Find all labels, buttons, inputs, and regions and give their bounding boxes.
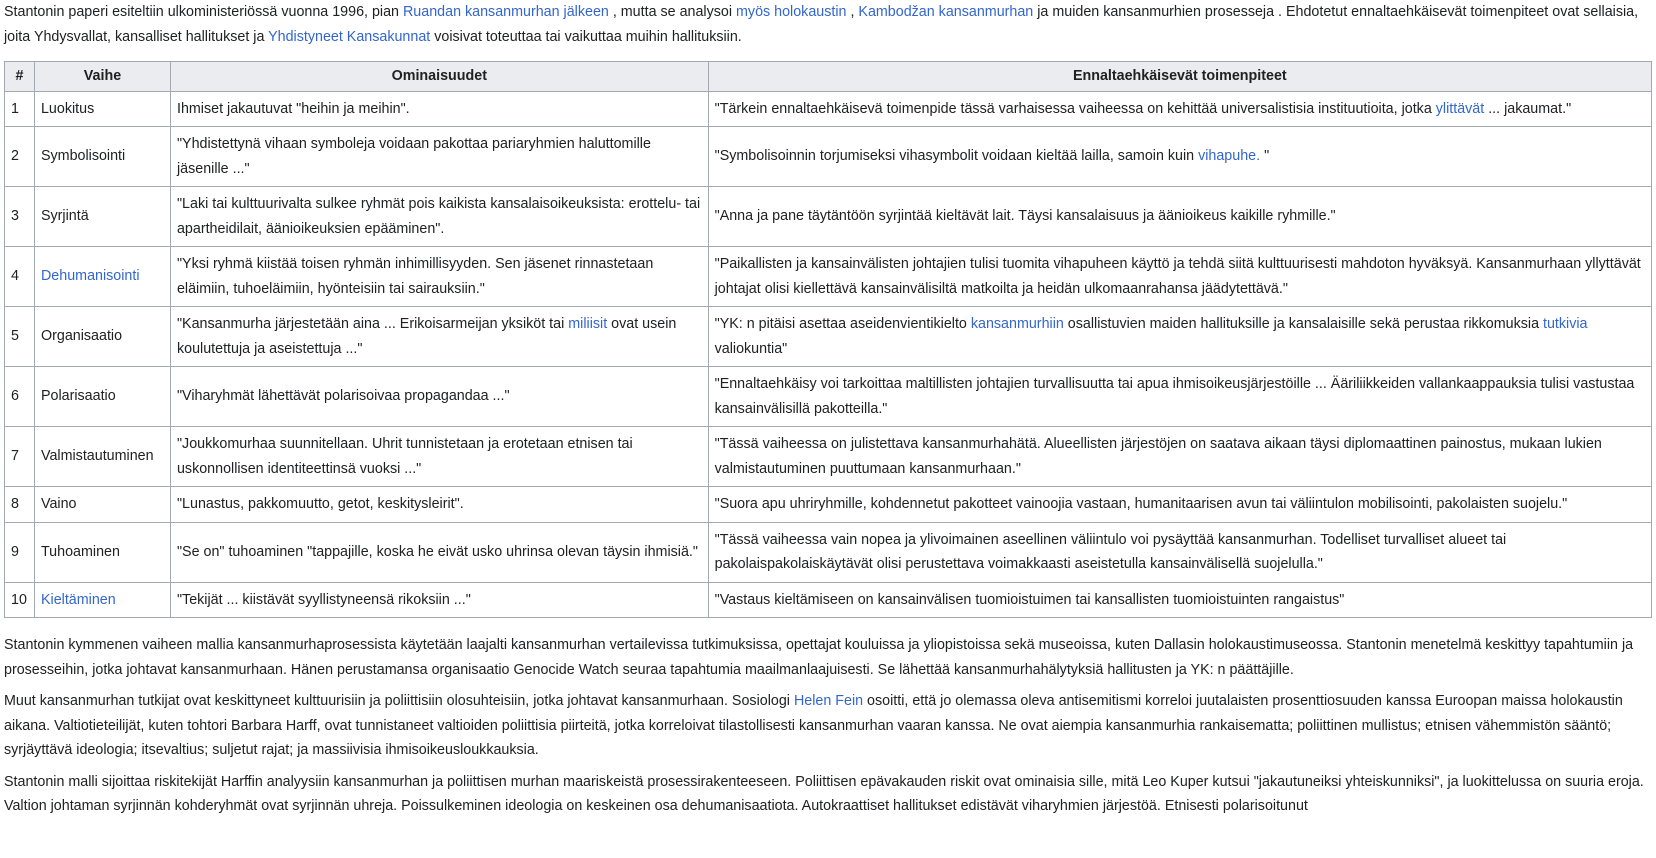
header-characteristics: Ominaisuudet: [170, 62, 708, 92]
row-number: 3: [5, 187, 35, 247]
body-paragraph-1: Stantonin kymmenen vaiheen mallia kansanmurhaprosessista käytetään laajalti kansanmurhan vertailevissa tutkimuksissa, opettajat kouluissa ja yliopistoissa sekä museoissa, kuten Dallasin holokaustimuseossa. Stantonin menetelmä keskittyy tapahtumiin ja prosesseihin, jotka johtavat kansanmurhaan. Hänen perustamansa organisaatio Genocide Watch seuraa tapahtumia maailmanlaajuisesti. Se lähettää kansanmurhahälytyksiä hallitusten ja YK: n päättäjille.: [4, 637, 1634, 678]
row-stage: Vaino: [34, 487, 170, 523]
table-row: [5, 427, 1652, 487]
row-prevention: "Suora apu uhriryhmille, kohdennetut pakotteet vainoojia vastaan, humanitaarisen avun tai väliintulon mobilisointi, pakolaisten suojelu.": [708, 487, 1651, 523]
row-prevention: "Anna ja pane täytäntöön syrjintää kieltävät lait. Täysi kansalaisuus ja äänioikeus kaikille ryhmille.": [708, 187, 1651, 247]
row-number: 7: [5, 427, 35, 487]
link-genocides[interactable]: kansanmurhiin: [970, 316, 1064, 332]
body-paragraph-2: [4, 689, 1652, 763]
row-characteristics: [170, 307, 708, 367]
link-militias[interactable]: miliisit: [568, 316, 608, 332]
row-stage: Luokitus: [34, 91, 170, 127]
row-number: 9: [5, 522, 35, 582]
row-stage: [34, 582, 170, 618]
row-number: 8: [5, 487, 35, 523]
row-stage: Valmistautuminen: [34, 427, 170, 487]
table-row: [5, 187, 1652, 247]
body-paragraph-3: Stantonin malli sijoittaa riskitekijät Harffin analyysiin kansanmurhan ja poliittisen murhan maariskeistä prosessirakenteeseen. Poliittisen epävakauden riskit ovat ominaisia sille, mitä Leo Kuper kutsui "jakautuneiksi yhteiskunniksi", ja luokittelussa on suuria eroja. Valtion johtaman syrjinnän kohderyhmät ovat syrjinnän uhreja. Poissulkeminen ideologia on keskeinen osa dehumanisaatiota. Autokraattiset hallitukset edistävät viharyhmien järjestöä. Etnisesti polarisoitunut: [4, 773, 1644, 814]
link-united-nations[interactable]: Yhdistyneet Kansakunnat: [268, 28, 431, 45]
table-row: [5, 487, 1652, 523]
row-prevention: [708, 91, 1651, 127]
link-helen-fein[interactable]: Helen Fein: [793, 693, 864, 709]
table-row: [5, 522, 1652, 582]
row-stage: Symbolisointi: [34, 127, 170, 187]
link-denial[interactable]: Kieltäminen: [40, 591, 116, 608]
row-stage: Organisaatio: [34, 307, 170, 367]
table-row: [5, 247, 1652, 307]
row-characteristics: "Joukkomurhaa suunnitellaan. Uhrit tunnistetaan ja erotetaan etnisen tai uskonnollisen identiteettinsä vuoksi ...": [170, 427, 708, 487]
prevention-text: "YK: n pitäisi asettaa aseidenvientikielto: [714, 316, 971, 332]
row-prevention: "Vastaus kieltämiseen on kansainvälisen tuomioistuimen tai kansallisten tuomioistuinten rangaistus": [708, 582, 1651, 618]
link-transcend[interactable]: ylittävät: [1435, 100, 1485, 117]
row-characteristics: "Yhdistettynä vihaan symboleja voidaan pakottaa pariaryhmien haluttomille jäsenille ...": [170, 127, 708, 187]
row-number: 10: [5, 582, 35, 618]
prevention-text: osallistuvien maiden hallituksille ja kansalaisille sekä perustaa rikkomuksia: [1063, 316, 1543, 332]
header-stage: Vaihe: [34, 62, 170, 92]
header-prevention: Ennaltaehkäisevät toimenpiteet: [708, 62, 1651, 92]
prevention-text: ": [1260, 148, 1270, 165]
row-stage: [34, 247, 170, 307]
prevention-text: "Symbolisoinnin torjumiseksi vihasymbolit voidaan kieltää lailla, samoin kuin: [714, 148, 1199, 165]
table-row: [5, 582, 1652, 618]
intro-paragraph: [4, 0, 1652, 49]
row-characteristics: Ihmiset jakautuvat "heihin ja meihin".: [170, 91, 708, 127]
link-cambodian-genocide[interactable]: Kambodžan kansanmurhan: [858, 4, 1034, 20]
link-investigating[interactable]: tutkivia: [1543, 316, 1588, 332]
row-characteristics: "Se on" tuhoaminen "tappajille, koska he eivät usko uhrinsa olevan täysin ihmisiä.": [170, 522, 708, 582]
row-number: 1: [5, 91, 35, 127]
row-prevention: [708, 307, 1651, 367]
genocide-stages-table: [4, 61, 1652, 618]
prevention-text: valiokuntia": [714, 340, 788, 357]
characteristics-text: ovat usein koulutettuja ja aseistettuja ...": [176, 316, 677, 357]
characteristics-text: "Kansanmurha järjestetään aina ... Erikoisarmeijan yksiköt tai: [176, 316, 569, 332]
prevention-text: "Tärkein ennaltaehkäisevä toimenpide tässä varhaisessa vaiheessa on kehittää universalistisia instituutioita, jotka: [714, 100, 1436, 117]
table-row: [5, 307, 1652, 367]
intro-text: voisivat toteuttaa tai vaikuttaa muihin hallituksiin.: [430, 28, 742, 45]
row-characteristics: "Tekijät ... kiistävät syyllistyneensä rikoksiin ...": [170, 582, 708, 618]
row-stage: Polarisaatio: [34, 367, 170, 427]
link-rwanda-genocide[interactable]: Ruandan kansanmurhan jälkeen: [402, 4, 609, 20]
row-prevention: [708, 127, 1651, 187]
row-characteristics: "Yksi ryhmä kiistää toisen ryhmän inhimillisyyden. Sen jäsenet rinnastetaan eläimiin, tuhoeläimiin, hyönteisiin tai sairauksiin.": [170, 247, 708, 307]
row-number: 2: [5, 127, 35, 187]
paragraph-text: osoitti, että jo olemassa oleva antisemitismi korreloi juutalaisten prosenttiosuuden kanssa Euroopan maissa holokaustin aikana. Valtiotieteilijät, kuten tohtori Barbara Harff, ovat tunnistaneet valtioiden poliittisia piirteitä, jotka korreloivat tilastollisesti kansanmurhan vaaran kanssa. Ne ovat aiempia kansanmurhia rankaisematta; poliittinen mullistus; etnisen vähemmistön sääntö; syrjäyttävä ideologia; itsevaltius; suljetut rajat; ja massiivisia ihmisoikeusloukkauksia.: [4, 693, 1623, 758]
row-characteristics: "Lunastus, pakkomuutto, getot, keskitysleirit".: [170, 487, 708, 523]
intro-text: , mutta se analysoi: [608, 4, 737, 20]
header-number: #: [5, 62, 35, 92]
link-holocaust[interactable]: myös holokaustin: [736, 4, 847, 20]
link-hate-speech[interactable]: vihapuhe.: [1198, 148, 1261, 165]
row-prevention: "Paikallisten ja kansainvälisten johtajien tulisi tuomita vihapuheen käyttö ja tehdä siitä kulttuurisesti mahdoton hyväksyä. Kansanmurhaan yllyttävät johtajat olisi kiellettävä kansainvälisiltä matkoilta ja heidän ulkomaanrahansa jäädytettävä.": [708, 247, 1651, 307]
row-prevention: "Ennaltaehkäisy voi tarkoittaa maltillisten johtajien turvallisuutta tai apua ihmisoikeusjärjestöille ... Ääriliikkeiden vallankaappauksia tulisi vastustaa kansainvälisillä pakotteilla.": [708, 367, 1651, 427]
row-characteristics: "Viharyhmät lähettävät polarisoivaa propagandaa ...": [170, 367, 708, 427]
table-row: [5, 367, 1652, 427]
row-prevention: "Tässä vaiheessa on julistettava kansanmurhahätä. Alueellisten järjestöjen on saatava aikaan täysi diplomaattinen painostus, mukaan lukien valmistautuminen puuttumaan kansanmurhaan.": [708, 427, 1651, 487]
intro-text: ja muiden kansanmurhien prosesseja . Ehdotetut ennaltaehkäisevät toimenpiteet ovat sellaisia, joita Yhdysvallat, kansalliset hallitukset ja: [4, 4, 1639, 45]
intro-text: Stantonin paperi esiteltiin ulkoministeriössä vuonna 1996, pian: [4, 4, 403, 20]
table-header-row: [5, 62, 1652, 92]
row-characteristics: "Laki tai kulttuurivalta sulkee ryhmät pois kaikista kansalaisoikeuksista: erottelu- tai apartheidilait, äänioikeuksien epääminen".: [170, 187, 708, 247]
link-dehumanization[interactable]: Dehumanisointi: [40, 268, 140, 285]
paragraph-text: Muut kansanmurhan tutkijat ovat keskittyneet kulttuurisiin ja poliittisiin olosuhteisiin, jotka johtavat kansanmurhaan. Sosiologi: [4, 693, 794, 709]
row-prevention: "Tässä vaiheessa vain nopea ja ylivoimainen aseellinen väliintulo voi pysäyttää kansanmurhan. Todelliset turvalliset alueet tai pakolaispakolaiskäytävät olisi perustettava voimakkaasti aseistetulla kansainvälisellä suojelulla.": [708, 522, 1651, 582]
row-number: 5: [5, 307, 35, 367]
prevention-text: ... jakaumat.": [1484, 100, 1572, 117]
row-number: 4: [5, 247, 35, 307]
row-number: 6: [5, 367, 35, 427]
table-row: [5, 127, 1652, 187]
row-stage: Tuhoaminen: [34, 522, 170, 582]
row-stage: Syrjintä: [34, 187, 170, 247]
table-row: [5, 91, 1652, 127]
intro-text: ,: [846, 4, 859, 20]
